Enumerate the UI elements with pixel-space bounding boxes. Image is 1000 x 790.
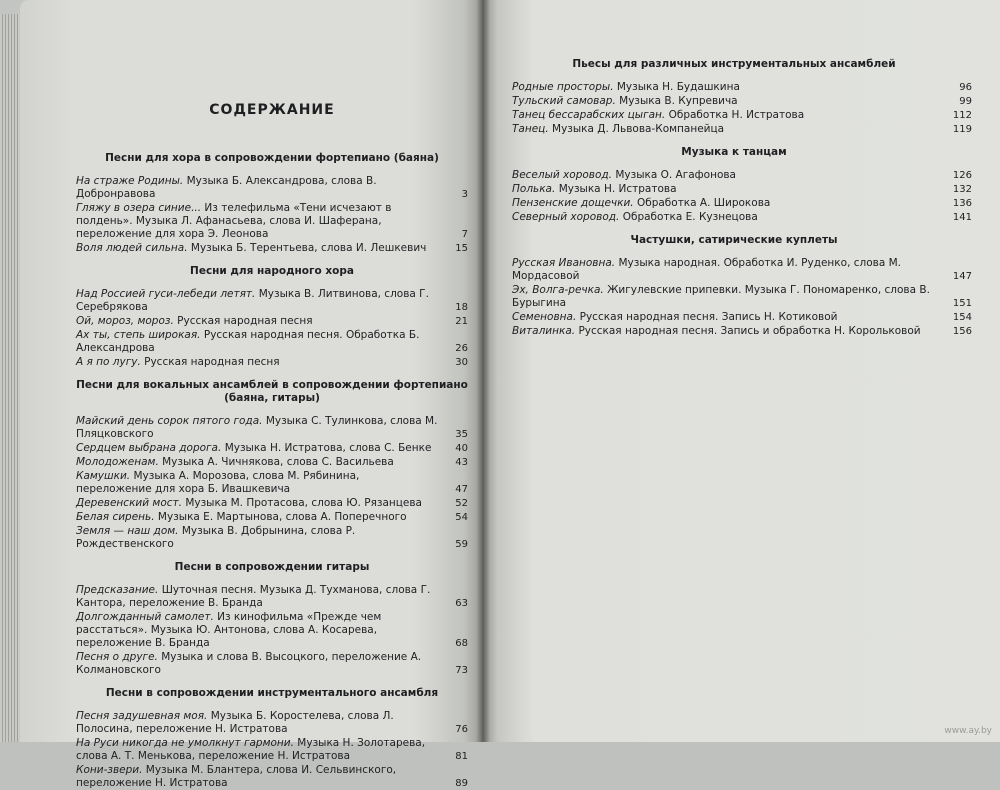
toc-entry — [76, 497, 468, 510]
book-spine-shadow — [476, 0, 490, 742]
song-credits: Музыка Б. Коростелева, слова Л. Полосина, переложение Н. Истратова — [76, 710, 394, 735]
entry-text — [76, 470, 438, 496]
song-title: Эх, Волга-речка. — [512, 284, 604, 296]
song-title: Ой, мороз, мороз. — [76, 315, 174, 327]
song-title: Гляжу в озера синие... — [76, 202, 202, 214]
page-number: 136 — [952, 198, 972, 209]
song-title: Северный хоровод. — [512, 211, 620, 223]
song-title: Камушки. — [76, 470, 131, 482]
right-page — [482, 0, 1000, 742]
entry-text — [76, 356, 438, 369]
toc-entry — [76, 470, 468, 496]
entry-text — [512, 123, 932, 136]
page-number: 30 — [455, 357, 468, 368]
page-number: 43 — [455, 457, 468, 468]
page-number: 151 — [952, 298, 972, 309]
entry-text — [76, 611, 438, 650]
toc-entry — [496, 257, 972, 283]
page-number: 96 — [959, 82, 972, 93]
song-credits: Музыка М. Блантера, слова И. Сельвинского, переложение Н. Истратова — [76, 764, 397, 789]
song-title: Кони-звери. — [76, 764, 143, 776]
page-number: 89 — [455, 778, 468, 789]
song-credits: Обработка А. Широкова — [636, 197, 771, 209]
song-title: А я по лугу. — [76, 356, 141, 368]
song-credits: Жигулевские припевки. Музыка Г. Пономаренко, слова В. Бурыгина — [512, 284, 930, 309]
song-title: Виталинка. — [512, 325, 576, 337]
song-title: Предсказание. — [76, 584, 159, 596]
song-credits: Музыка М. Протасова, слова Ю. Рязанцева — [185, 497, 422, 509]
toc-entry — [76, 584, 468, 610]
page-number: 52 — [455, 498, 468, 509]
entry-text — [512, 211, 932, 224]
section-title: Песни для народного хора — [190, 265, 354, 277]
entry-text — [512, 95, 932, 108]
song-title: Над Россией гуси-лебеди летят. — [76, 288, 256, 300]
song-credits: Музыка Б. Александрова, слова В. Добронравова — [76, 175, 377, 200]
section-title: Песни для вокальных ансамблей в сопровождении фортепиано (баяна, гитары) — [76, 379, 468, 404]
song-credits: Русская народная песня. Обработка Б. Александрова — [76, 329, 420, 354]
entry-text — [76, 242, 438, 255]
song-credits: Из кинофильма «Прежде чем расстаться». Музыка Ю. Антонова, слова А. Косарева, переложение В. Бранда — [76, 611, 382, 649]
toc-entry — [496, 123, 972, 136]
page-number: 132 — [952, 184, 972, 195]
song-credits: Музыка Н. Будашкина — [616, 81, 740, 93]
toc-entry — [76, 456, 468, 469]
song-credits: Музыка Д. Львова-Компанейца — [552, 123, 725, 135]
entry-text — [76, 202, 438, 241]
entry-text — [76, 415, 438, 441]
song-credits: Музыка Б. Терентьева, слова И. Лешкевич — [190, 242, 427, 254]
entry-text — [512, 183, 932, 196]
page-number: 47 — [455, 484, 468, 495]
page-number: 126 — [952, 170, 972, 181]
entry-text — [512, 284, 932, 310]
toc-entry — [76, 242, 468, 255]
entry-text — [76, 329, 438, 355]
song-credits: Музыка О. Агафонова — [615, 169, 736, 181]
toc-entry — [76, 611, 468, 650]
page-number: 21 — [455, 316, 468, 327]
song-credits: Музыка А. Морозова, слова М. Рябинина, переложение для хора Б. Ивашкевича — [76, 470, 360, 495]
toc-entry — [76, 356, 468, 369]
toc-entry — [76, 525, 468, 551]
right-contents — [496, 58, 972, 338]
song-credits: Музыка Н. Истратова — [558, 183, 677, 195]
section-title: Музыка к танцам — [681, 146, 787, 158]
page-number: 26 — [455, 343, 468, 354]
watermark: www.ay.by — [944, 726, 992, 736]
song-title: Сердцем выбрана дорога. — [76, 442, 222, 454]
song-title: Пензенские дощечки. — [512, 197, 634, 209]
section-title: Песни в сопровождении гитары — [174, 561, 370, 573]
toc-entry — [76, 288, 468, 314]
toc-entry — [496, 284, 972, 310]
toc-entry — [496, 211, 972, 224]
toc-entry — [76, 202, 468, 241]
song-credits: Музыка Н. Золотарева, слова А. Т. Менькова, переложение Н. Истратова — [76, 737, 426, 762]
entry-text — [76, 710, 438, 736]
left-contents — [76, 152, 468, 790]
entry-text — [76, 525, 438, 551]
page-number: 63 — [455, 598, 468, 609]
toc-entry — [496, 169, 972, 182]
page-number: 18 — [455, 302, 468, 313]
song-credits: Музыка В. Литвинова, слова Г. Серебрякова — [76, 288, 429, 313]
song-credits: Музыка Н. Истратова, слова С. Бенке — [224, 442, 432, 454]
entry-text — [76, 764, 438, 790]
entry-text — [76, 442, 438, 455]
song-title: Полька. — [512, 183, 556, 195]
song-credits: Обработка Н. Истратова — [668, 109, 805, 121]
song-title: Веселый хоровод. — [512, 169, 612, 181]
song-credits: Музыка В. Купревича — [619, 95, 738, 107]
section-title: Песни в сопровождении инструментального ансамбля — [105, 687, 439, 699]
entry-text — [76, 497, 438, 510]
page-number: 7 — [461, 229, 468, 240]
entry-text — [512, 81, 932, 94]
entry-text — [512, 325, 932, 338]
song-credits: Из телефильма «Тени исчезают в полдень». Музыка Л. Афанасьева, слова И. Шаферана, переложение для хора Э. Леонова — [76, 202, 392, 240]
page-number: 59 — [455, 539, 468, 550]
section-title: Частушки, сатирические куплеты — [630, 234, 838, 246]
page-number: 112 — [952, 110, 972, 121]
song-credits: Музыка А. Чичнякова, слова С. Васильева — [162, 456, 394, 468]
toc-entry — [76, 315, 468, 328]
entry-text — [512, 257, 932, 283]
entry-text — [76, 175, 438, 201]
song-credits: Русская народная песня. Запись и обработка Н. Корольковой — [578, 325, 921, 337]
song-title: Молодоженам. — [76, 456, 159, 468]
song-credits: Обработка Е. Кузнецова — [622, 211, 758, 223]
song-title: Песня задушевная моя. — [76, 710, 208, 722]
page-number: 15 — [455, 243, 468, 254]
song-title: Белая сирень. — [76, 511, 155, 523]
page-number: 73 — [455, 665, 468, 676]
song-title: На страже Родины. — [76, 175, 184, 187]
song-title: Деревенский мост. — [76, 497, 182, 509]
entry-text — [512, 109, 932, 122]
page-number: 141 — [952, 212, 972, 223]
toc-entry — [496, 325, 972, 338]
song-credits: Музыка народная. Обработка И. Руденко, слова М. Мордасовой — [512, 257, 902, 282]
contents-heading: СОДЕРЖАНИЕ — [209, 102, 335, 118]
left-page — [20, 0, 482, 789]
entry-text — [76, 651, 438, 677]
song-credits: Русская народная песня. Запись Н. Котиковой — [579, 311, 838, 323]
song-title: Земля — наш дом. — [76, 525, 179, 537]
page-number: 35 — [455, 429, 468, 440]
song-credits: Шуточная песня. Музыка Д. Тухманова, слова Г. Кантора, переложение В. Бранда — [76, 584, 431, 609]
song-title: Танец. — [512, 123, 549, 135]
toc-entry — [76, 442, 468, 455]
page-number: 40 — [455, 443, 468, 454]
song-title: Воля людей сильна. — [76, 242, 188, 254]
toc-entry — [76, 764, 468, 790]
page-number: 99 — [959, 96, 972, 107]
entry-text — [512, 311, 932, 324]
toc-entry — [76, 710, 468, 736]
page-number: 81 — [455, 751, 468, 762]
entry-text — [76, 315, 438, 328]
song-credits: Музыка С. Тулинкова, слова М. Пляцковского — [76, 415, 438, 440]
toc-entry — [76, 511, 468, 524]
section-title: Песни для хора в сопровождении фортепиано (баяна) — [105, 152, 439, 164]
page-number: 54 — [455, 512, 468, 523]
section-title: Пьесы для различных инструментальных ансамблей — [572, 58, 896, 70]
entry-text — [76, 737, 438, 763]
song-title: Русская Ивановна. — [512, 257, 616, 269]
toc-entry — [76, 651, 468, 677]
toc-entry — [496, 95, 972, 108]
toc-entry — [76, 415, 468, 441]
page-number: 156 — [952, 326, 972, 337]
entry-text — [76, 288, 438, 314]
song-title: На Руси никогда не умолкнут гармони. — [76, 737, 294, 749]
entry-text — [76, 456, 438, 469]
page-number: 76 — [455, 724, 468, 735]
page-number: 68 — [455, 638, 468, 649]
song-credits: Музыка и слова В. Высоцкого, переложение А. Колмановского — [76, 651, 422, 676]
page-number: 3 — [461, 189, 468, 200]
entry-text — [76, 584, 438, 610]
toc-entry — [496, 183, 972, 196]
entry-text — [512, 197, 932, 210]
toc-entry — [76, 737, 468, 763]
page-number: 119 — [952, 124, 972, 135]
song-credits: Музыка Е. Мартынова, слова А. Поперечного — [157, 511, 407, 523]
song-credits: Русская народная песня — [144, 356, 280, 368]
toc-entry — [496, 197, 972, 210]
song-credits: Музыка В. Добрынина, слова Р. Рождественского — [76, 525, 356, 550]
song-title: Песня о друге. — [76, 651, 158, 663]
page-number: 147 — [952, 271, 972, 282]
song-title: Родные просторы. — [512, 81, 614, 93]
song-title: Ах ты, степь широкая. — [76, 329, 201, 341]
song-title: Семеновна. — [512, 311, 577, 323]
song-credits: Русская народная песня — [177, 315, 313, 327]
toc-entry — [496, 311, 972, 324]
song-title: Тульский самовар. — [512, 95, 616, 107]
entry-text — [512, 169, 932, 182]
toc-entry — [76, 329, 468, 355]
toc-entry — [496, 109, 972, 122]
song-title: Майский день сорок пятого года. — [76, 415, 263, 427]
song-title: Танец бессарабских цыган. — [512, 109, 666, 121]
entry-text — [76, 511, 438, 524]
toc-entry — [76, 175, 468, 201]
page-number: 154 — [952, 312, 972, 323]
song-title: Долгожданный самолет. — [76, 611, 214, 623]
toc-entry — [496, 81, 972, 94]
